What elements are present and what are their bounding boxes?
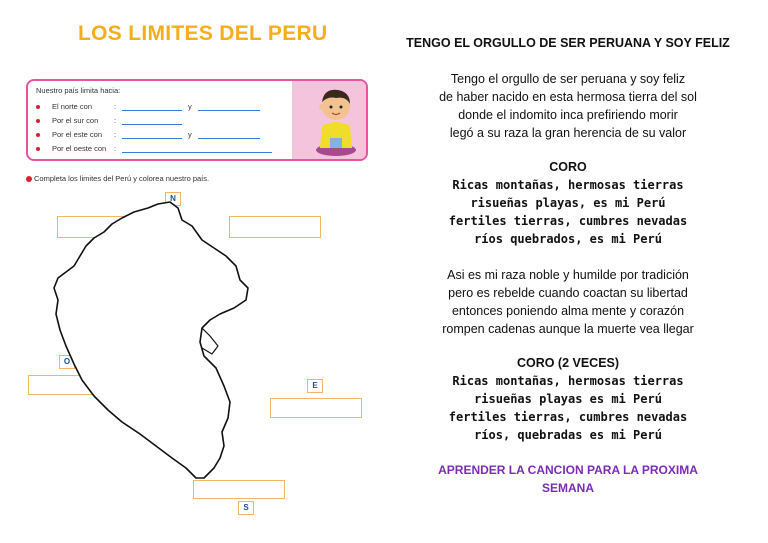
info-box-heading: Nuestro país limita hacia:: [36, 86, 121, 95]
verse-2: [388, 266, 748, 338]
chorus-line: Ricas montañas, hermosas tierras: [452, 374, 684, 388]
west-answer-line[interactable]: [122, 152, 272, 153]
peru-map-outline: [52, 196, 262, 481]
row-north-colon: :: [114, 102, 117, 111]
chorus-line: ríos quebrados, es mi Perú: [474, 232, 662, 246]
chorus-line: ríos, quebradas es mi Perú: [474, 428, 662, 442]
chorus-2-title: CORO (2 VECES): [516, 356, 620, 370]
homework-note-line-2: SEMANA: [541, 481, 594, 495]
north-answer-line-1[interactable]: [122, 110, 182, 111]
row-west: [36, 144, 298, 156]
verse-line: Tengo el orgullo de ser peruana y soy feliz: [450, 72, 686, 86]
verse-line: rompen cadenas aunque la muerte vea llegar: [442, 322, 694, 336]
worksheet-title: LOS LIMITES DEL PERU: [78, 22, 328, 45]
child-illustration: [308, 82, 364, 158]
south-answer-line[interactable]: [122, 124, 182, 125]
verse-line: de haber nacido en esta hermosa tierra del sol: [439, 90, 697, 104]
verse-1: [388, 70, 748, 142]
row-north-label: El norte con: [52, 102, 93, 111]
row-south-colon: :: [114, 116, 117, 125]
verse-line: legó a su raza la gran herencia de su valor: [449, 126, 687, 140]
instruction-bullet-icon: [26, 176, 32, 182]
chorus-1: [388, 158, 748, 248]
answer-box-south[interactable]: [193, 480, 285, 499]
chorus-line: fertiles tierras, cumbres nevadas: [448, 410, 688, 424]
row-south-label: Por el sur con: [52, 116, 99, 125]
homework-note: [388, 461, 748, 497]
row-west-colon: :: [114, 144, 117, 153]
bullet-icon: [36, 119, 40, 123]
chorus-line: Ricas montañas, hermosas tierras: [452, 178, 684, 192]
verse-line: Asi es mi raza noble y humilde por tradición: [447, 268, 689, 282]
row-south: [36, 116, 298, 128]
east-label: E: [307, 379, 323, 393]
row-east-and: y: [188, 130, 192, 139]
chorus-line: risueñas playas, es mi Perú: [470, 196, 666, 210]
row-north-and: y: [188, 102, 192, 111]
north-label: N: [165, 192, 181, 206]
instruction-text: Completa los limites del Perú y colorea nuestro país.: [34, 174, 210, 183]
verse-line: entonces poniendo alma mente y corazón: [451, 304, 685, 318]
east-answer-line-1[interactable]: [122, 138, 182, 139]
row-east: [36, 130, 298, 142]
homework-note-line-1: APRENDER LA CANCION PARA LA PROXIMA: [438, 463, 698, 477]
bullet-icon: [36, 133, 40, 137]
answer-box-east[interactable]: [270, 398, 362, 418]
chorus-line: risueñas playas es mi Perú: [474, 392, 662, 406]
row-west-label: Por el oeste con: [52, 144, 107, 153]
verse-line: donde el indomito inca prefiriendo morir: [458, 108, 678, 122]
song-title: TENGO EL ORGULLO DE SER PERUANA Y SOY FELIZ: [406, 36, 730, 50]
south-label: S: [238, 501, 254, 515]
chorus-2: [388, 354, 748, 444]
east-answer-line-2[interactable]: [198, 138, 260, 139]
west-label: O: [59, 355, 75, 369]
chorus-line: fertiles tierras, cumbres nevadas: [448, 214, 688, 228]
row-north: [36, 102, 298, 114]
verse-line: pero es rebelde cuando coactan su libertad: [448, 286, 688, 300]
chorus-1-title: CORO: [549, 160, 587, 174]
bullet-icon: [36, 147, 40, 151]
row-east-label: Por el este con: [52, 130, 103, 139]
bullet-icon: [36, 105, 40, 109]
row-east-colon: :: [114, 130, 117, 139]
north-answer-line-2[interactable]: [198, 110, 260, 111]
